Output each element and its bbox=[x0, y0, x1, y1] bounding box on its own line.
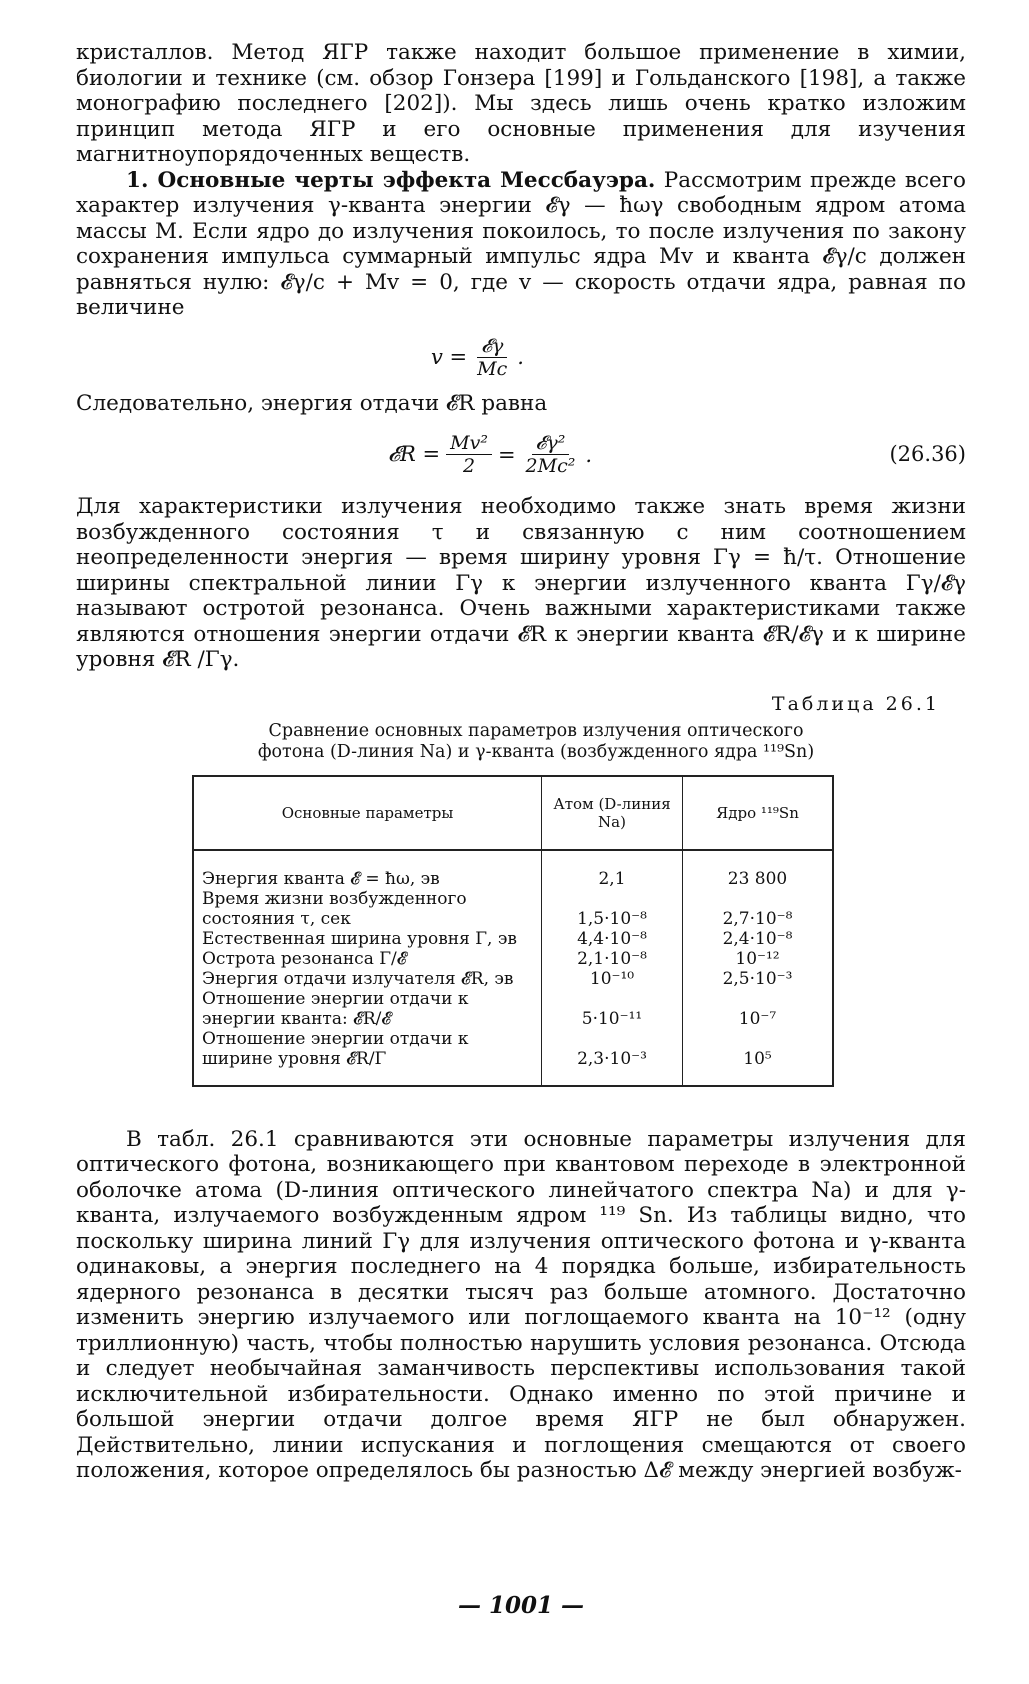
eq2-equals: = bbox=[497, 442, 516, 467]
paragraph-recoil bbox=[76, 168, 966, 321]
table-label: Таблица 26.1 bbox=[771, 692, 940, 715]
table-row bbox=[193, 889, 833, 929]
row-lifetime-atom: 1,5·10⁻⁸ bbox=[542, 889, 683, 929]
header-atom: Атом (D-линия Na) bbox=[542, 776, 683, 850]
equation-number: (26.36) bbox=[889, 442, 966, 466]
eq2-numerator-1: Mv² bbox=[446, 432, 492, 455]
eq2-numerator-2: 𝓔γ² bbox=[532, 432, 570, 455]
row-ratio-width-nucleus: 10⁵ bbox=[683, 1029, 834, 1086]
eq1-numerator: 𝓔γ bbox=[477, 335, 507, 358]
eq2-denominator-1: 2 bbox=[462, 455, 476, 477]
row-ratio-width-atom: 2,3·10⁻³ bbox=[542, 1029, 683, 1086]
paragraph-linewidth: Для характеристики излучения необходимо также знать время жизни возбужденного состояния τ и связанную с ним соотношением неопределенности энергия — время ширину уровня Γγ = ħ/τ. Отношение ширины спектральной линии Γγ к энергии излученного кванта Γγ/𝓔γ называют остротой резонанса. Очень важными характеристиками также являются отношения энергии отдачи 𝓔R к энергии кванта 𝓔R/𝓔γ и к ширине уровня 𝓔R /Γγ. bbox=[76, 494, 966, 672]
eq2-lhs: 𝓔R = bbox=[388, 442, 441, 466]
row-ratio-quantum-nucleus: 10⁻⁷ bbox=[683, 989, 834, 1029]
table-row bbox=[193, 850, 833, 889]
row-ratio-width-param: Отношение энергии отдачи к ширине уровня 𝓔R/Γ bbox=[202, 1028, 469, 1069]
row-ratio-quantum-atom: 5·10⁻¹¹ bbox=[542, 989, 683, 1029]
row-recoil-atom: 10⁻¹⁰ bbox=[542, 969, 683, 989]
row-recoil-nucleus: 2,5·10⁻³ bbox=[683, 969, 834, 989]
table-title-line-1: Сравнение основных параметров излучения оптического bbox=[268, 720, 804, 741]
row-lifetime-nucleus: 2,7·10⁻⁸ bbox=[683, 889, 834, 929]
eq2-fraction-1 bbox=[446, 432, 492, 477]
paragraph-recoil-energy: Следовательно, энергия отдачи 𝓔R равна bbox=[76, 390, 548, 416]
table-row bbox=[193, 989, 833, 1029]
row-width-atom: 4,4·10⁻⁸ bbox=[542, 929, 683, 949]
table-row bbox=[193, 929, 833, 949]
equation-velocity bbox=[76, 321, 966, 391]
eq1-fraction bbox=[473, 335, 511, 380]
page-content bbox=[76, 40, 966, 1484]
row-ratio-quantum-param: Отношение энергии отдачи к энергии кванта: 𝓔R/𝓔 bbox=[202, 988, 469, 1029]
eq2-tail: . bbox=[585, 442, 593, 467]
row-sharpness-param: Острота резонанса Γ/𝓔 bbox=[202, 948, 407, 969]
row-energy-param: Энергия кванта 𝓔 = ħω, эв bbox=[202, 868, 440, 889]
row-width-param: Естественная ширина уровня Γ, эв bbox=[202, 928, 517, 949]
eq2-denominator-2: 2Mc² bbox=[525, 455, 576, 477]
header-parameters: Основные параметры bbox=[193, 776, 542, 850]
row-sharpness-atom: 2,1·10⁻⁸ bbox=[542, 949, 683, 969]
row-lifetime-param: Время жизни возбужденного состояния τ, сек bbox=[202, 888, 467, 929]
paragraph-comparison: В табл. 26.1 сравниваются эти основные параметры излучения для оптического фотона, возникающего при квантовом переходе в электронной оболочке атома (D-линия оптического линейчатого спектра Na) и для γ-кванта, излучаемого возбужденным ядром ¹¹⁹ Sn. Из таблицы видно, что поскольку ширина линий Γγ для излучения оптического фотона и γ-кванта одинаковы, а энергия последнего на 4 порядка больше, избирательность ядерного резонанса в десятки тысяч раз больше атомного. Достаточно изменить энергию излучаемого или поглощаемого кванта на 10⁻¹² (одну триллионную) часть, чтобы полностью нарушить условия резонанса. Отсюда и следует необычайная заманчивость перспективы использования такой исключительной избирательности. Однако именно по этой причине и большой энергии отдачи долгое время ЯГР не был обнаружен. Действительно, линии испускания и поглощения смещаются от своего положения, которое определялось бы разностью Δ𝓔 между энергией возбуж- bbox=[76, 1126, 966, 1483]
table-row bbox=[193, 969, 833, 989]
eq1-lhs: v = bbox=[431, 345, 468, 369]
page-number: — 1001 — bbox=[457, 1592, 585, 1619]
paragraph-intro: кристаллов. Метод ЯГР также находит большое применение в химии, биологии и технике (см. обзор Гонзера [199] и Гольданского [198], а также монографию последнего [202]). Мы здесь лишь очень кратко изложим принцип метода ЯГР и его основные применения для изучения магнитноупорядоченных веществ. bbox=[76, 40, 966, 167]
row-width-nucleus: 2,4·10⁻⁸ bbox=[683, 929, 834, 949]
row-energy-nucleus: 23 800 bbox=[683, 850, 834, 889]
section-heading: 1. Основные черты эффекта Мессбауэра. bbox=[126, 167, 656, 193]
row-recoil-param: Энергия отдачи излучателя 𝓔R, эв bbox=[202, 968, 514, 989]
paragraph-recoil-text: Рассмотрим прежде всего характер излучения γ-кванта энергии 𝓔γ — ħωγ свободным ядром атома массы M. Если ядро до излучения покоилось, то после излучения по закону сохранения импульса суммарный импульс ядра Mv и кванта 𝓔γ/c должен равняться нулю: 𝓔γ/c + Mv = 0, где v — скорость отдачи ядра, равная по величине bbox=[76, 167, 966, 320]
eq2-fraction-2 bbox=[522, 432, 580, 477]
row-sharpness-nucleus: 10⁻¹² bbox=[683, 949, 834, 969]
table-title-line-2: фотона (D-линия Na) и γ-кванта (возбужденного ядра ¹¹⁹Sn) bbox=[257, 741, 815, 762]
header-nucleus: Ядро ¹¹⁹Sn bbox=[683, 776, 834, 850]
table-row bbox=[193, 1029, 833, 1086]
row-energy-atom: 2,1 bbox=[542, 850, 683, 889]
table-header-row bbox=[193, 776, 833, 850]
table-row bbox=[193, 949, 833, 969]
eq1-denominator: Mc bbox=[477, 357, 508, 380]
equation-recoil-energy bbox=[76, 416, 966, 494]
parameters-table bbox=[192, 775, 834, 1087]
eq1-tail: . bbox=[517, 345, 524, 369]
table-title bbox=[76, 721, 966, 763]
